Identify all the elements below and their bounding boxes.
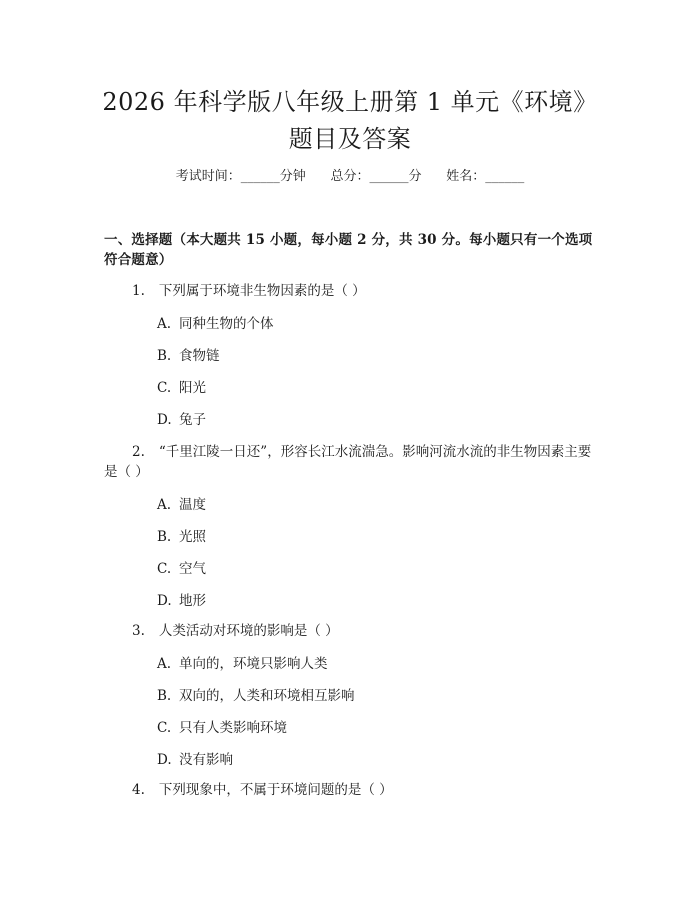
question-text: “千里江陵一日还”，形容长江水流湍急。影响河流水流的非生物因素主要是（ ） [104,444,592,480]
option-text: 双向的，人类和环境相互影响 [179,688,355,704]
option-letter: B. [157,688,172,704]
question-1 [104,281,604,301]
question-2-option-c [157,559,206,579]
option-letter: A. [157,497,172,513]
question-2-option-d [157,591,206,611]
option-letter: D. [157,412,172,428]
option-text: 只有人类影响环境 [179,720,287,736]
option-text: 空气 [179,561,206,577]
question-1-option-c [157,378,206,398]
question-3 [104,621,604,641]
option-text: 光照 [179,529,206,545]
question-3-option-b [157,686,355,706]
option-text: 阳光 [179,380,206,396]
document-title: 2026 年科学版八年级上册第 1 单元《环境》 [102,88,598,116]
question-4 [104,780,604,800]
question-number: 3. [132,623,145,639]
option-letter: B. [157,348,172,364]
question-2-option-a [157,495,206,515]
option-letter: D. [157,752,172,768]
option-text: 兔子 [179,412,206,428]
document-subtitle: 题目及答案 [288,125,412,153]
option-letter: B. [157,529,172,545]
option-letter: C. [157,720,172,736]
question-text: 人类活动对环境的影响是（ ） [158,623,339,639]
option-letter: C. [157,561,172,577]
question-3-option-a [157,654,328,674]
question-1-option-a [157,314,274,334]
question-3-option-d [157,750,233,770]
option-text: 温度 [179,497,206,513]
option-text: 食物链 [179,348,220,364]
question-1-option-b [157,346,220,366]
question-number: 1. [132,283,145,299]
question-number: 4. [132,782,145,798]
question-number: 2. [132,444,145,460]
question-2-option-b [157,527,206,547]
question-text: 下列现象中，不属于环境问题的是（ ） [158,782,393,798]
option-text: 没有影响 [179,752,233,768]
option-letter: A. [157,656,172,672]
question-text: 下列属于环境非生物因素的是（ ） [158,283,366,299]
question-3-option-c [157,718,287,738]
question-1-option-d [157,410,206,430]
question-2 [104,442,604,482]
option-text: 单向的，环境只影响人类 [179,656,328,672]
option-text: 地形 [179,593,206,609]
option-letter: D. [157,593,172,609]
option-letter: A. [157,316,172,332]
option-text: 同种生物的个体 [179,316,274,332]
option-letter: C. [157,380,172,396]
section-heading: 一、选择题（本大题共 15 小题，每小题 2 分，共 30 分。每小题只有一个选项符合题意） [104,232,593,268]
exam-info-line: 考试时间：______分钟 总分：______分 姓名：______ [175,169,525,184]
